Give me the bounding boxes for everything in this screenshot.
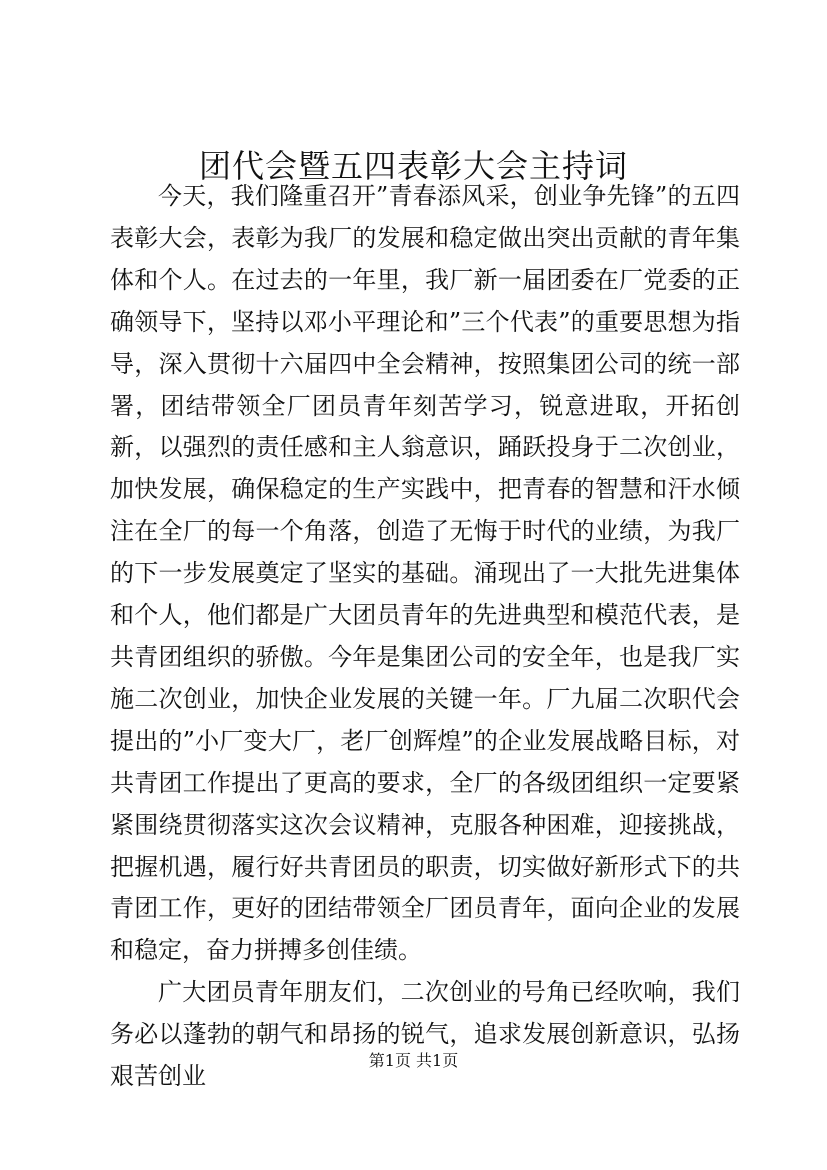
document-body [110,176,740,1098]
page-footer: 第1页 共1页 [368,1051,459,1070]
paragraph-2: 广大团员青年朋友们，二次创业的号角已经吹响，我们务必以蓬勃的朝气和昂扬的锐气，追求发展创新意识，弘扬艰苦创业 [110,978,740,1091]
document-title: 团代会暨五四表彰大会主持词 [198,147,628,185]
paragraph-1: 今天，我们隆重召开”青春添风采，创业争先锋”的五四表彰大会，表彰为我厂的发展和稳定做出突出贡献的青年集体和个人。在过去的一年里，我厂新一届团委在厂党委的正确领导下，坚持以邓小平理论和”三个代表”的重要思想为指导，深入贯彻十六届四中全会精神，按照集团公司的统一部署，团结带领全厂团员青年刻苦学习，锐意进取，开拓创新，以强烈的责任感和主人翁意识，踊跃投身于二次创业，加快发展，确保稳定的生产实践中，把青春的智慧和汗水倾注在全厂的每一个角落，创造了无悔于时代的业绩，为我厂的下一步发展奠定了坚实的基础。涌现出了一大批先进集体和个人，他们都是广大团员青年的先进典型和模范代表，是共青团组织的骄傲。今年是集团公司的安全年，也是我厂实施二次创业，加快企业发展的关键一年。厂九届二次职代会提出的”小厂变大厂，老厂创辉煌”的企业发展战略目标，对共青团工作提出了更高的要求，全厂的各级团组织一定要紧紧围绕贯彻落实这次会议精神，克服各种困难，迎接挑战，把握机遇，履行好共青团员的职责，切实做好新形式下的共青团工作，更好的团结带领全厂团员青年，面向企业的发展和稳定，奋力拼搏多创佳绩。 [110,182,740,965]
